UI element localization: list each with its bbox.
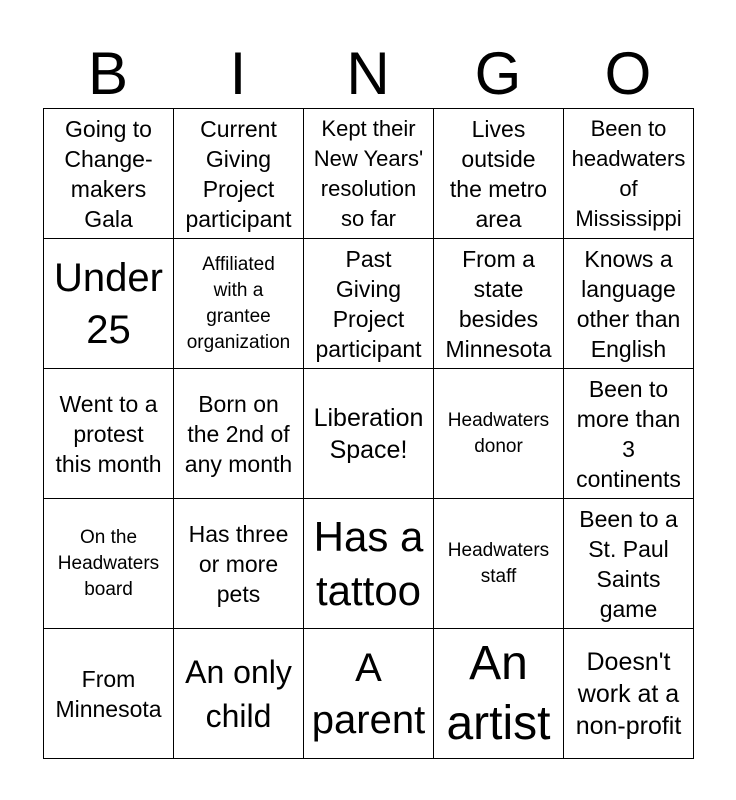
bingo-cell[interactable]: Been to a St. Paul Saints game <box>564 499 694 629</box>
bingo-cell[interactable]: Headwaters staff <box>434 499 564 629</box>
bingo-cell[interactable]: Has a tattoo <box>304 499 434 629</box>
bingo-cell[interactable]: Born on the 2nd of any month <box>174 369 304 499</box>
bingo-cell[interactable]: Went to a protest this month <box>44 369 174 499</box>
board-row <box>44 369 694 499</box>
bingo-cell[interactable]: Has three or more pets <box>174 499 304 629</box>
bingo-board <box>43 108 694 759</box>
bingo-cell[interactable]: Under 25 <box>44 239 174 369</box>
header-letter-i: I <box>229 40 247 107</box>
bingo-cell[interactable]: Liberation Space! <box>304 369 434 499</box>
bingo-cell[interactable]: A parent <box>304 629 434 759</box>
bingo-cell[interactable]: Knows a language other than English <box>564 239 694 369</box>
bingo-header <box>43 40 693 108</box>
bingo-cell[interactable]: From Minnesota <box>44 629 174 759</box>
bingo-cell[interactable]: Been to headwaters of Mississippi <box>564 109 694 239</box>
bingo-cell[interactable]: An artist <box>434 629 564 759</box>
bingo-cell[interactable]: Affiliated with a grantee organization <box>174 239 304 369</box>
board-row <box>44 109 694 239</box>
header-letter-b: B <box>87 40 129 107</box>
bingo-cell[interactable]: Lives outside the metro area <box>434 109 564 239</box>
board-row <box>44 499 694 629</box>
bingo-cell[interactable]: From a state besides Minnesota <box>434 239 564 369</box>
bingo-cell[interactable]: An only child <box>174 629 304 759</box>
bingo-cell[interactable]: Been to more than 3 continents <box>564 369 694 499</box>
bingo-cell[interactable]: Kept their New Years' resolution so far <box>304 109 434 239</box>
header-letter-o: O <box>604 40 652 107</box>
bingo-cell[interactable]: On the Headwaters board <box>44 499 174 629</box>
bingo-cell[interactable]: Going to Change- makers Gala <box>44 109 174 239</box>
bingo-cell[interactable]: Past Giving Project participant <box>304 239 434 369</box>
header-letter-g: G <box>474 40 522 107</box>
board-row <box>44 239 694 369</box>
bingo-cell[interactable]: Current Giving Project participant <box>174 109 304 239</box>
board-row <box>44 629 694 759</box>
header-letter-n: N <box>346 40 390 107</box>
bingo-cell[interactable]: Headwaters donor <box>434 369 564 499</box>
bingo-cell[interactable]: Doesn't work at a non-profit <box>564 629 694 759</box>
